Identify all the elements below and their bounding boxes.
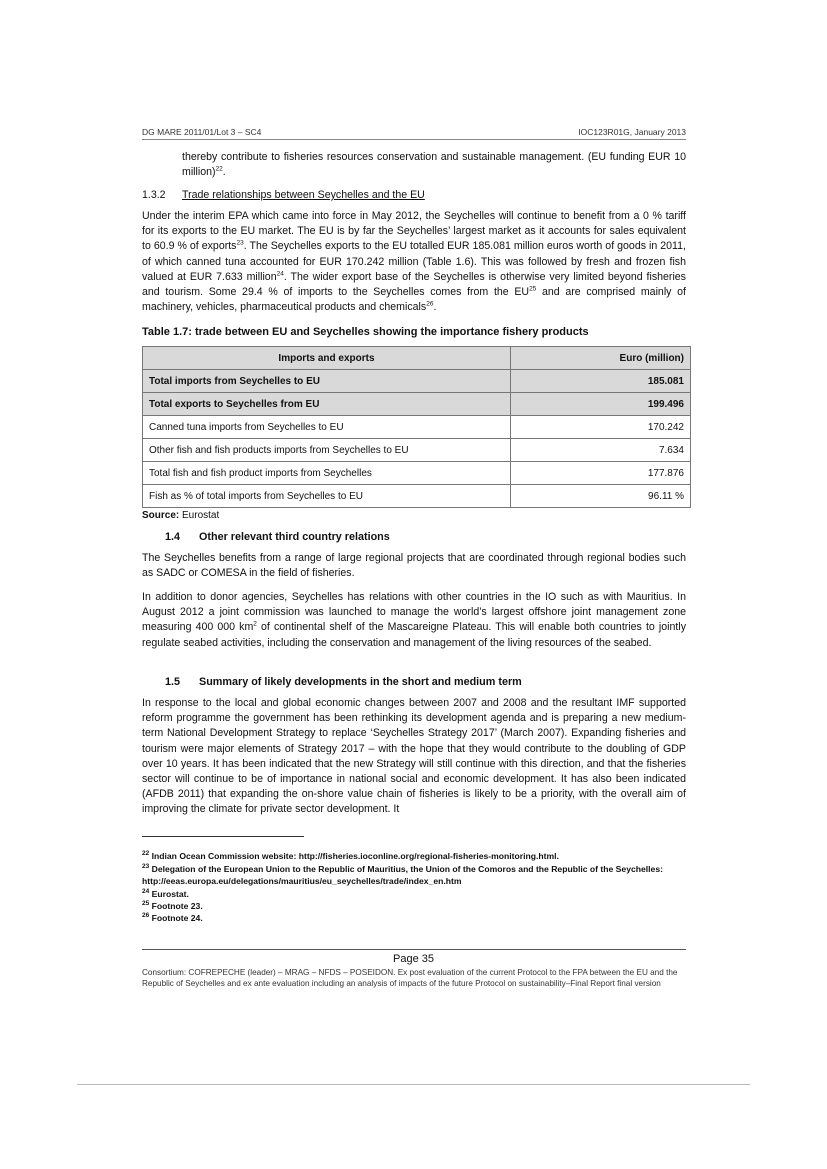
table-row xyxy=(143,393,691,416)
footnote-ref: 25 xyxy=(529,285,537,293)
footnote-ref: 26 xyxy=(426,300,434,308)
footnote: $^{22}$ Indian Ocean Commission website: http://fisheries.ioconline.org/regional-fisheries-monitoring.html. xyxy=(142,850,559,861)
row-label: Total exports to Seychelles from EU xyxy=(143,393,511,416)
row-label: Fish as % of total imports from Seychelles to EU xyxy=(143,485,511,508)
row-value: 185.081 xyxy=(511,370,691,393)
footer-text: Consortium: COFREPECHE (leader) – MRAG – NFDS – POSEIDON. Ex post evaluation of the current Protocol to the FPA between the EU and the Republic of Seychelles and ex ante evaluation including an analysis of impacts of the future Protocol on sustainability–Final Report final version xyxy=(142,968,678,988)
row-label: Total fish and fish product imports from Seychelles xyxy=(143,462,511,485)
intro-continuation: thereby contribute to fisheries resources conservation and sustainable management. (EU funding EUR 10 million)$^{22}$. xyxy=(182,151,686,179)
row-value: 96.11 % xyxy=(511,485,691,508)
footnote: $^{23}$ Delegation of the European Union to the Republic of Mauritius, the Union of the Comoros and the Republic of the Seychelles: http://eeas.europa.eu/delegations/mauritius/eu_seychelles/trade/index_en.htm xyxy=(142,863,663,886)
column-header: Euro (million) xyxy=(511,347,691,370)
table-header-row xyxy=(143,347,691,370)
table-caption: Table 1.7: trade between EU and Seychelles showing the importance fishery products xyxy=(142,326,589,338)
footnote: $^{26}$ Footnote 24. xyxy=(142,912,203,923)
footnote: $^{24}$ Eurostat. xyxy=(142,888,189,899)
footnote-ref: 24 xyxy=(276,270,284,278)
row-label: Canned tuna imports from Seychelles to EU xyxy=(143,416,511,439)
page-bottom-divider xyxy=(77,1084,750,1085)
row-value: 177.876 xyxy=(511,462,691,485)
row-value: 170.242 xyxy=(511,416,691,439)
section-title: Trade relationships between Seychelles and the EU xyxy=(182,189,425,201)
section-heading-1-4 xyxy=(165,530,685,544)
row-label: Other fish and fish products imports from Seychelles to EU xyxy=(143,439,511,462)
table-row xyxy=(143,485,691,508)
paragraph-summary: In response to the local and global economic changes between 2007 and 2008 and the resultant IMF supported reform programme the government has been rethinking its development agenda and is preparing a new medium-term National Development Strategy to replace ‘Seychelles Strategy 2017’ (March 2007). Expanding fisheries and tourism were major elements of Strategy 2017 – with the hope that they would contribute to the doubling of GDP over 10 years. It has been indicated that the new Strategy will still continue with this direction, and that the fisheries sector will continue to be of importance in national social and economic development. It has also been indicated (AFDB 2011) that expanding the on-shore value chain of fisheries is likely to be a priority, with the overall aim of improving the climate for private sector development. It xyxy=(142,697,686,816)
table-row xyxy=(143,416,691,439)
row-label: Total imports from Seychelles to EU xyxy=(143,370,511,393)
footer-separator xyxy=(142,949,686,950)
header-right: IOC123R01G, January 2013 xyxy=(578,127,686,137)
row-value: 7.634 xyxy=(511,439,691,462)
paragraph-regional-projects: The Seychelles benefits from a range of large regional projects that are coordinated through regional bodies such as SADC or COMESA in the field of fisheries. xyxy=(142,552,686,580)
footnote-ref: 22 xyxy=(215,165,223,173)
section-heading-1-5 xyxy=(165,675,685,689)
footnote: $^{25}$ Footnote 23. xyxy=(142,900,203,911)
section-number: 1.5 xyxy=(165,676,181,688)
table-row xyxy=(143,370,691,393)
section-number: 1.3.2 xyxy=(142,189,166,201)
section-title: Other relevant third country relations xyxy=(199,531,390,543)
header-left: DG MARE 2011/01/Lot 3 – SC4 xyxy=(142,127,262,137)
row-value: 199.496 xyxy=(511,393,691,416)
table-row xyxy=(143,439,691,462)
table-row xyxy=(143,462,691,485)
footnote-ref: 23 xyxy=(236,239,244,247)
paragraph-mauritius-relations: In addition to donor agencies, Seychelles has relations with other countries in the IO such as with Mauritius. In August 2012 a joint commission was launched to manage the world’s largest offshore joint management zone measuring 400 000 $km^2$ of continental shelf of the Mascareigne Plateau. This will enable both countries to jointly regulate seabed activities, including the conservation and management of the living resources of the seabed. xyxy=(142,591,686,649)
trade-table xyxy=(142,346,691,508)
section-heading-1-3-2 xyxy=(142,188,686,202)
trade-paragraph: Under the interim EPA which came into force in May 2012, the Seychelles will continue to benefit from a 0 % tariff for its exports to the EU market. The EU is by far the Seychelles’ largest market as it accounts for sales equivalent to 60.9 % of exports$^{23}$. The Seychelles exports to the EU totalled EUR 185.081 million euros worth of goods in 2011, of which canned tuna accounted for EUR 170.242 million (Table 1.6). This was followed by fresh and frozen fish valued at EUR 7.633 million$^{24}$. The wider export base of the Seychelles is otherwise very limited beyond fisheries and tourism. Some 29.4 % of imports to the Seychelles comes from the EU$^{25}$ and are comprised mainly of machinery, vehicles, pharmaceutical products and chemicals$^{26}$. xyxy=(142,210,686,314)
column-header: Imports and exports xyxy=(143,347,511,370)
footnote-separator xyxy=(142,836,304,837)
page-number: Page 35 xyxy=(393,953,434,965)
section-title: Summary of likely developments in the short and medium term xyxy=(199,676,522,688)
running-header xyxy=(142,127,686,140)
table-source: Source: Eurostat xyxy=(142,510,220,521)
section-number: 1.4 xyxy=(165,531,181,543)
